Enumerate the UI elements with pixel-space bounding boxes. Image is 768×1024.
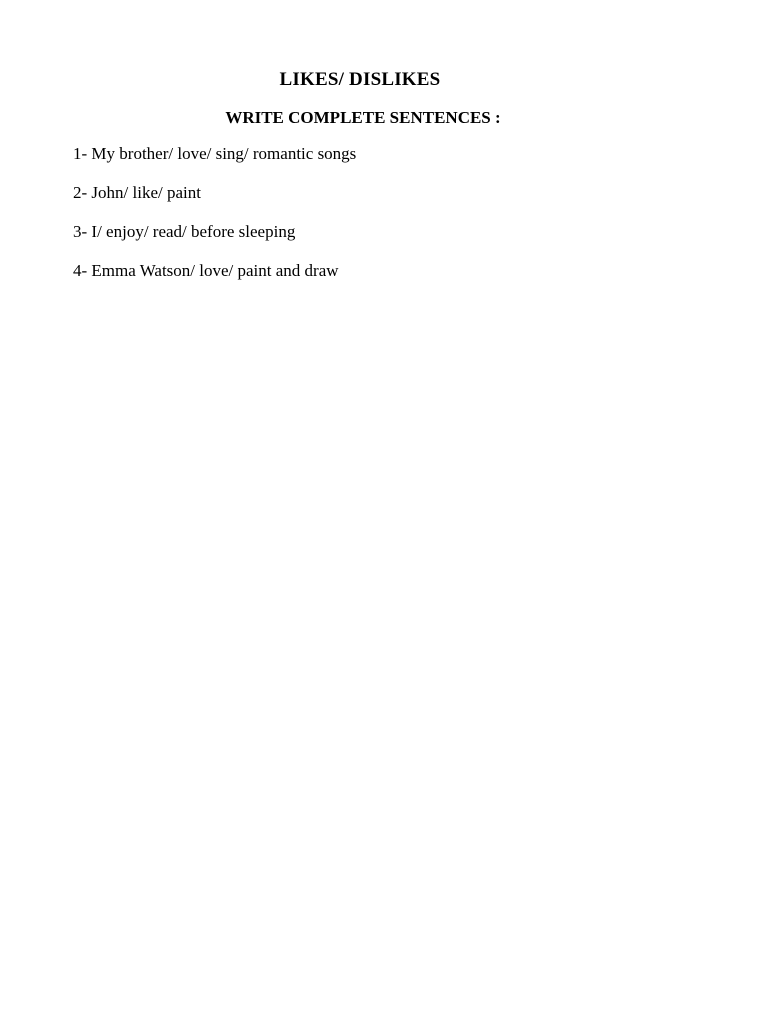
exercise-item-1: 1- My brother/ love/ sing/ romantic songs bbox=[73, 144, 357, 163]
exercise-item-3: 3- I/ enjoy/ read/ before sleeping bbox=[73, 222, 296, 241]
exercise-item-4: 4- Emma Watson/ love/ paint and draw bbox=[73, 261, 339, 280]
page-title: LIKES/ DISLIKES bbox=[279, 69, 441, 90]
exercise-list bbox=[73, 143, 356, 299]
exercise-item-2: 2- John/ like/ paint bbox=[73, 183, 201, 202]
instruction-heading: WRITE COMPLETE SENTENCES : bbox=[225, 108, 501, 127]
